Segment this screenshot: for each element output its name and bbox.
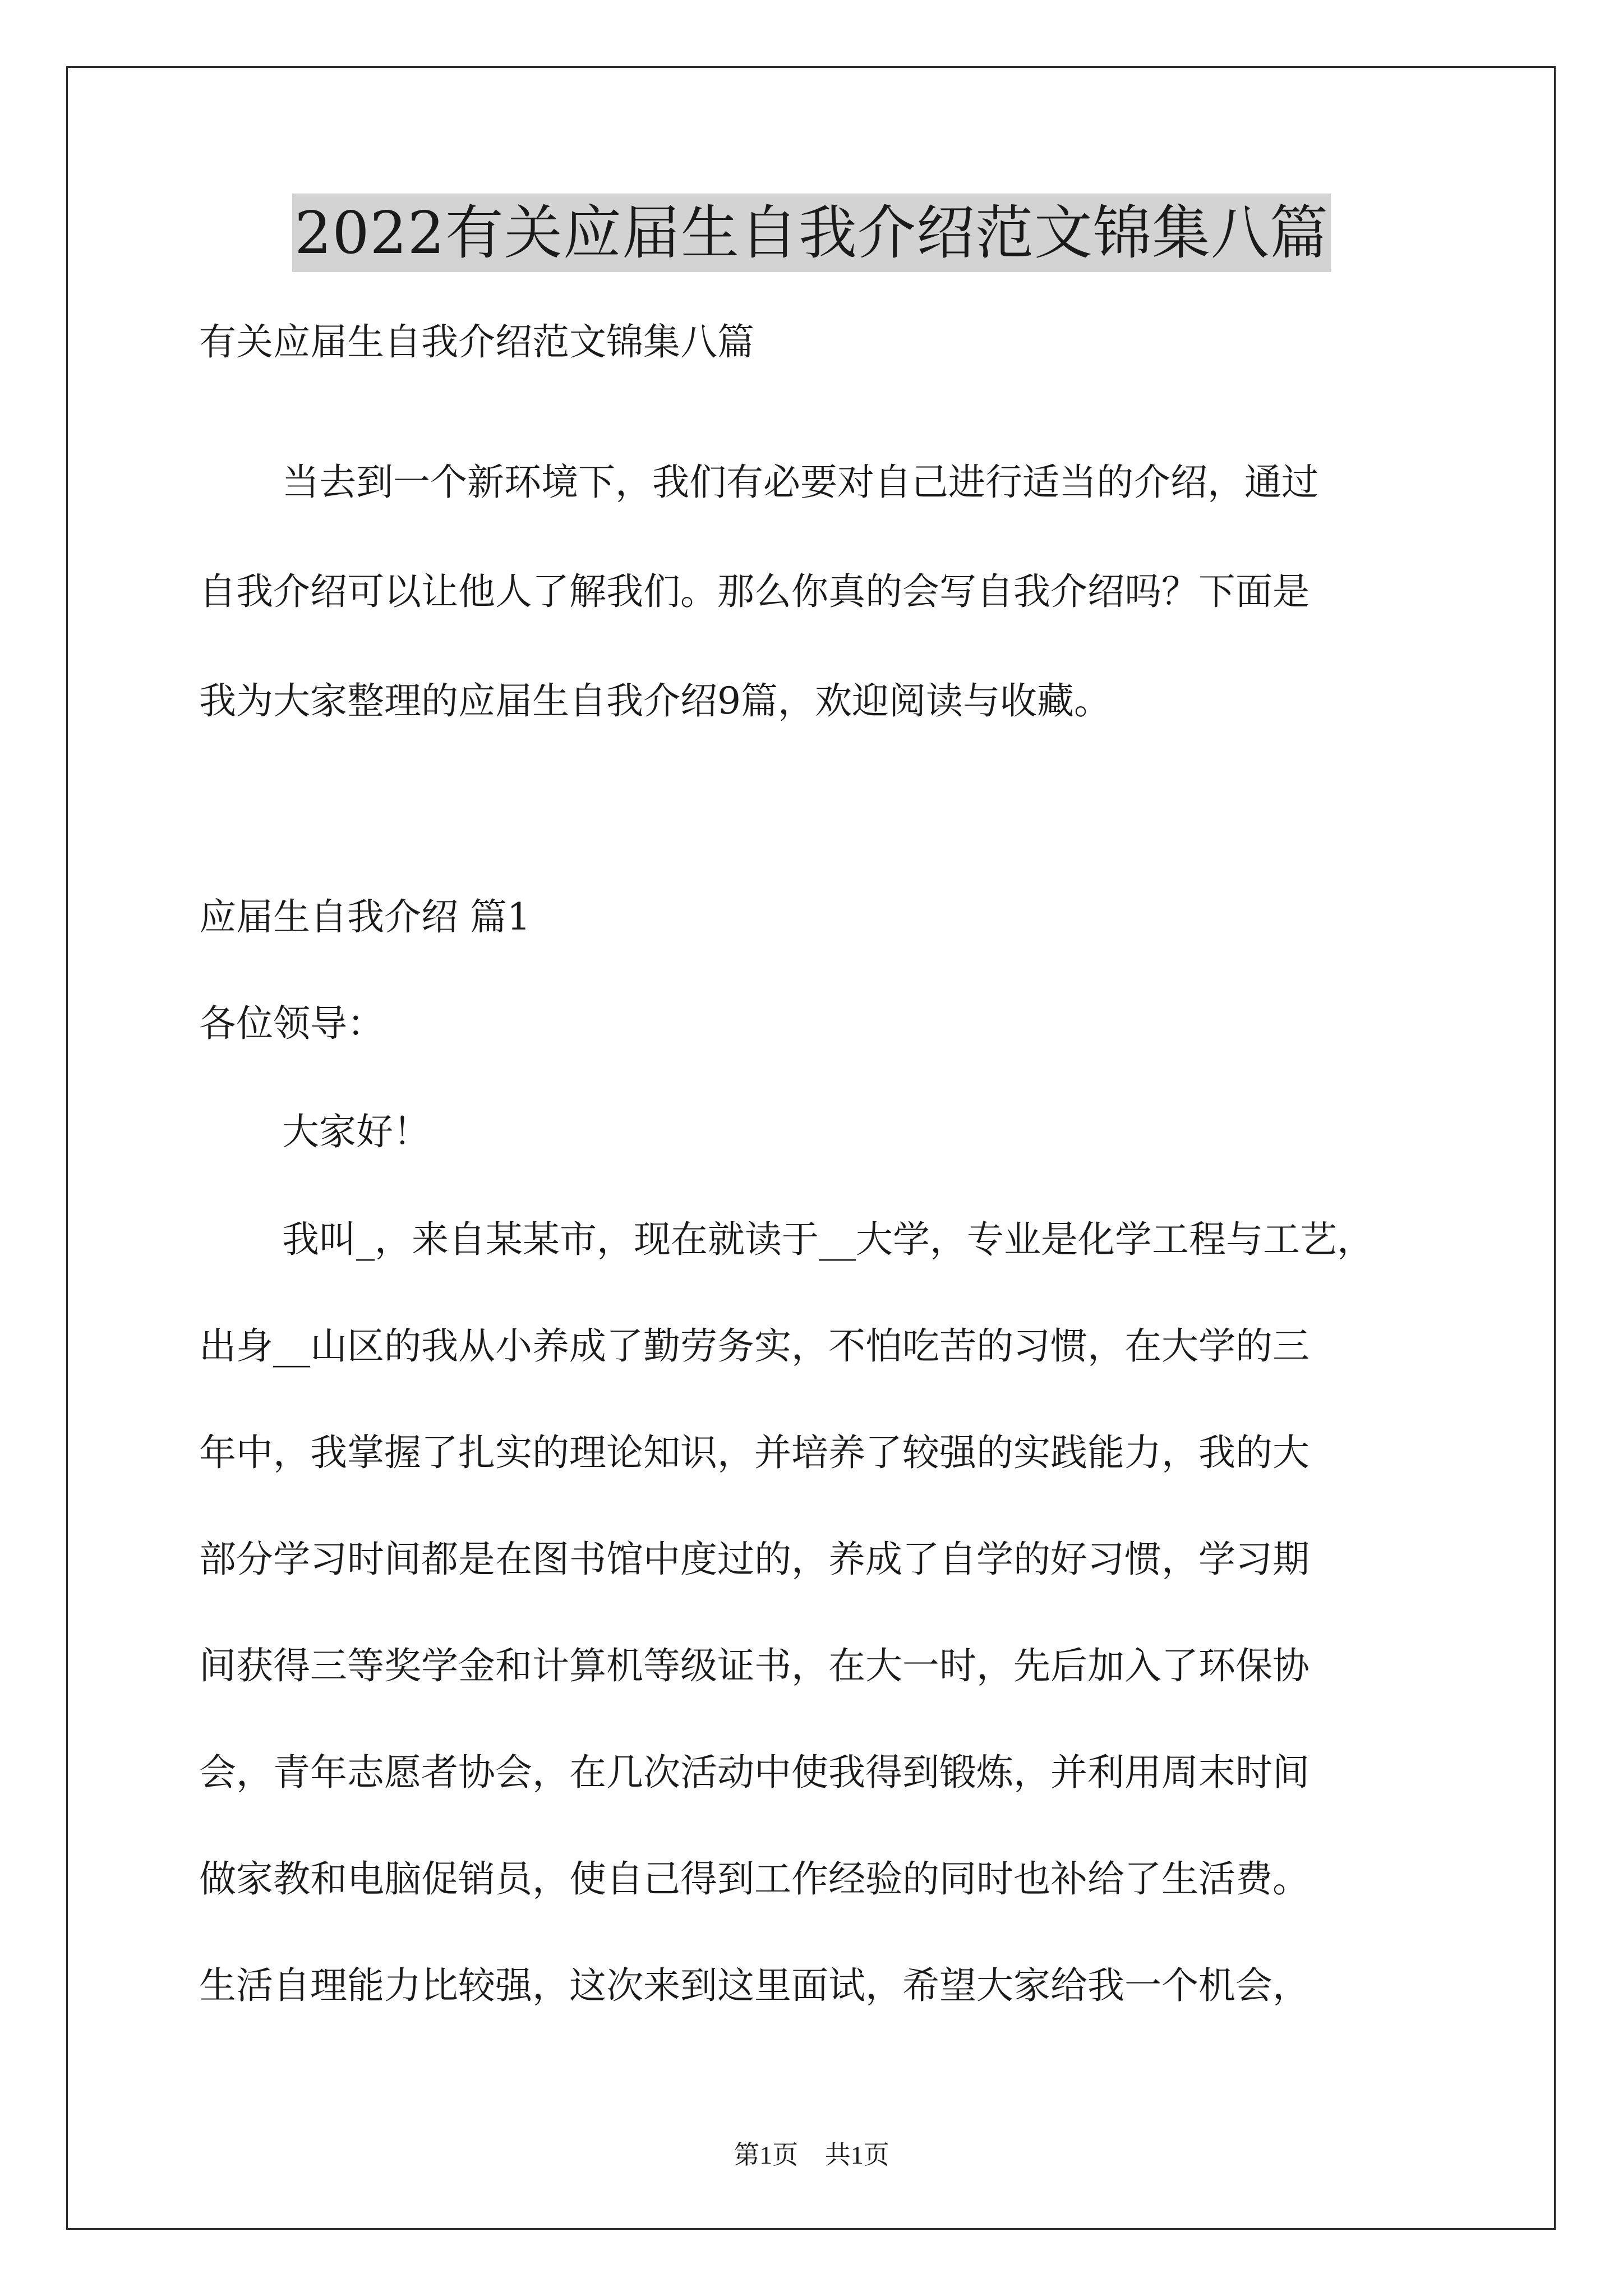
intro-line: 当去到一个新环境下，我们有必要对自己进行适当的介绍，通过 [282, 461, 1318, 504]
body-line: 生活自理能力比较强，这次来到这里面试，希望大家给我一个机会， [199, 1964, 1310, 2007]
salutation: 各位领导： [199, 1002, 384, 1045]
section-heading: 应届生自我介绍 篇1 [199, 895, 531, 938]
intro-line: 我为大家整理的应届生自我介绍9篇，欢迎阅读与收藏。 [199, 679, 1111, 723]
body-line: 年中，我掌握了扎实的理论知识，并培养了较强的实践能力，我的大 [199, 1431, 1310, 1474]
subtitle: 有关应届生自我介绍范文锦集八篇 [199, 320, 754, 364]
body-line: 我叫_，来自某某市，现在就读于__大学，专业是化学工程与工艺， [282, 1218, 1374, 1261]
body-line: 会，青年志愿者协会，在几次活动中使我得到锻炼，并利用周末时间 [199, 1751, 1310, 1794]
document-title-block [0, 194, 1623, 272]
page-number-total: 共1页 [824, 2141, 889, 2169]
greeting: 大家好！ [282, 1110, 430, 1153]
body-line: 出身__山区的我从小养成了勤劳务实，不怕吃苦的习惯，在大学的三 [199, 1324, 1310, 1368]
page-footer [0, 2134, 1623, 2171]
body-line: 间获得三等奖学金和计算机等级证书，在大一时，先后加入了环保协 [199, 1644, 1310, 1687]
intro-line: 自我介绍可以让他人了解我们。那么你真的会写自我介绍吗？下面是 [199, 570, 1310, 613]
page-number-current: 第1页 [734, 2141, 799, 2169]
body-line: 做家教和电脑促销员，使自己得到工作经验的同时也补给了生活费。 [199, 1857, 1310, 1901]
body-line: 部分学习时间都是在图书馆中度过的，养成了自学的好习惯，学习期 [199, 1538, 1310, 1581]
document-title: 2022有关应届生自我介绍范文锦集八篇 [292, 194, 1331, 272]
